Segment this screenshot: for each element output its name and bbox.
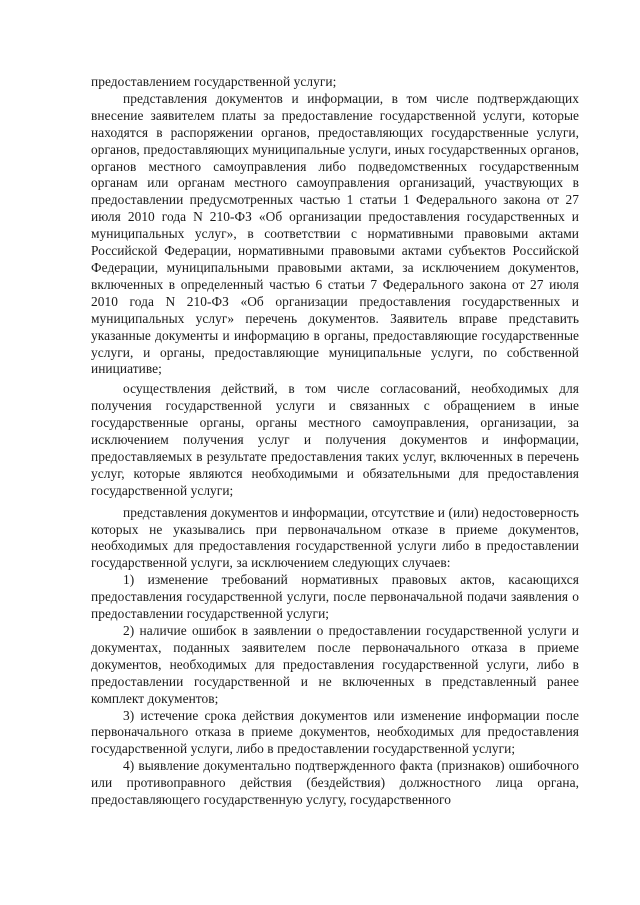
paragraph-continuation: предоставлением государственной услуги; [91,74,337,89]
document-body [91,74,579,809]
list-item-4: 4) выявление документально подтвержденного факта (признаков) ошибочного или противоправного действия (бездействия) должностного лица органа, предоставляющего государственную услугу, государственного [91,758,579,808]
list-item-3: 3) истечение срока действия документов или изменение информации после первоначального отказа в приеме документов, необходимых для предоставления государственной услуги, либо в предоставлении государственной услуги; [91,707,579,757]
paragraph-exceptions-intro: представления документов и информации, отсутствие и (или) недостоверность которых не указывались при первоначальном отказе в приеме документов, необходимых для предоставления государственной услуги либо в предоставлении государственной услуги, за исключением следующих случаев: [91,504,579,571]
list-item-2: 2) наличие ошибок в заявлении о предоставлении государственной услуги и документах, поданных заявителем после первоначального отказа в приеме документов, необходимых для предоставления государственной услуги, либо в предоставлении государственной и не включенных в представленный ранее комплект документов; [91,623,579,706]
list-item-1: 1) изменение требований нормативных правовых актов, касающихся предоставления государственной услуги, после первоначальной подачи заявления о предоставлении государственной услуги; [91,572,579,622]
paragraph-documents-submission: представления документов и информации, в том числе подтверждающих внесение заявителем платы за предоставление государственной услуги, которые находятся в распоряжении органов, предоставляющих государственные услуги, органов, предоставляющих муниципальные услуги, иных государственных органов, органов местного самоуправления либо подведомственных государственным органам или органам местного самоуправления организаций, участвующих в предоставлении предусмотренных частью 1 статьи 1 Федерального закона от 27 июля 2010 года N 210-ФЗ «Об организации предоставления государственных и муниципальных услуг», в соответствии с нормативными правовыми актами Российской Федерации, нормативными правовыми актами субъектов Российской Федерации, муниципальными правовыми актами, за исключением документов, включенных в определенный частью 6 статьи 7 Федерального закона от 27 июля 2010 года N 210-ФЗ «Об организации предоставления государственных и муниципальных услуг» перечень документов. Заявитель вправе представить указанные документы и информацию в органы, предоставляющие государственные услуги, и органы, предоставляющие муниципальные услуги, по собственной инициативе; [91,90,579,377]
paragraph-actions: осуществления действий, в том числе согласований, необходимых для получения государственной услуги и связанных с обращением в иные государственные органы, органы местного самоуправления, организации, за исключением получения услуг и получения документов и информации, предоставляемых в результате предоставления таких услуг, включенных в перечень услуг, которые являются необходимыми и обязательными для предоставления государственной услуги; [91,381,579,498]
